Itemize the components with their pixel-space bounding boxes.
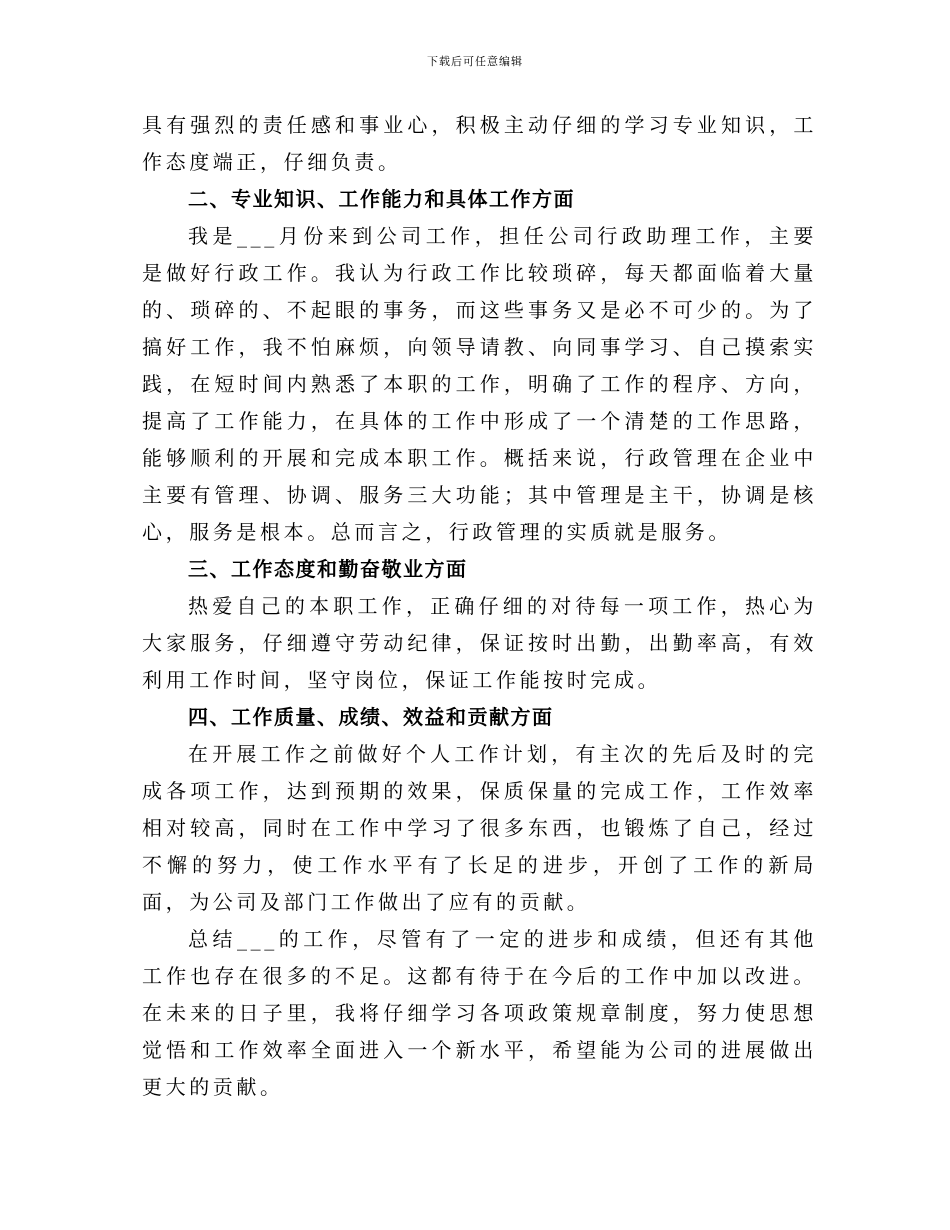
- continued-paragraph: 具有强烈的责任感和事业心，积极主动仔细的学习专业知识，工作态度端正，仔细负责。: [142, 113, 817, 174]
- section-paragraph-4: 在开展工作之前做好个人工作计划，有主次的先后及时的完成各项工作，达到预期的效果，保质保量的完成工作，工作效率相对较高，同时在工作中学习了很多东西，也锻炼了自己，经过不懈的努力，使工作水平有了长足的进步，开创了工作的新局面，为公司及部门工作做出了应有的贡献。: [142, 742, 817, 914]
- section-heading-4: 四、工作质量、成绩、效益和贡献方面: [188, 705, 554, 729]
- section-paragraph-2: 我是___月份来到公司工作，担任公司行政助理工作，主要是做好行政工作。我认为行政工作比较琐碎，每天都面临着大量的、琐碎的、不起眼的事务，而这些事务又是必不可少的。为了搞好工作，我不怕麻烦，向领导请教、向同事学习、自己摸索实践，在短时间内熟悉了本职的工作，明确了工作的程序、方向，提高了工作能力，在具体的工作中形成了一个清楚的工作思路，能够顺利的开展和完成本职工作。概括来说，行政管理在企业中主要有管理、协调、服务三大功能；其中管理是主干，协调是核心，服务是根本。总而言之，行政管理的实质就是服务。: [142, 224, 817, 544]
- section-paragraph-3: 热爱自己的本职工作，正确仔细的对待每一项工作，热心为大家服务，仔细遵守劳动纪律，保证按时出勤，出勤率高，有效利用工作时间，坚守岗位，保证工作能按时完成。: [142, 594, 817, 692]
- page-header: 下载后可任意编辑: [427, 55, 523, 68]
- document-body: [142, 107, 817, 1106]
- summary-paragraph: 总结___的工作，尽管有了一定的进步和成绩，但还有其他工作也存在很多的不足。这都有待于在今后的工作中加以改进。在未来的日子里，我将仔细学习各项政策规章制度，努力使思想觉悟和工作效率全面进入一个新水平，希望能为公司的进展做出更大的贡献。: [142, 927, 817, 1099]
- section-heading-3: 三、工作态度和勤奋敬业方面: [188, 557, 468, 581]
- section-heading-2: 二、专业知识、工作能力和具体工作方面: [188, 187, 575, 211]
